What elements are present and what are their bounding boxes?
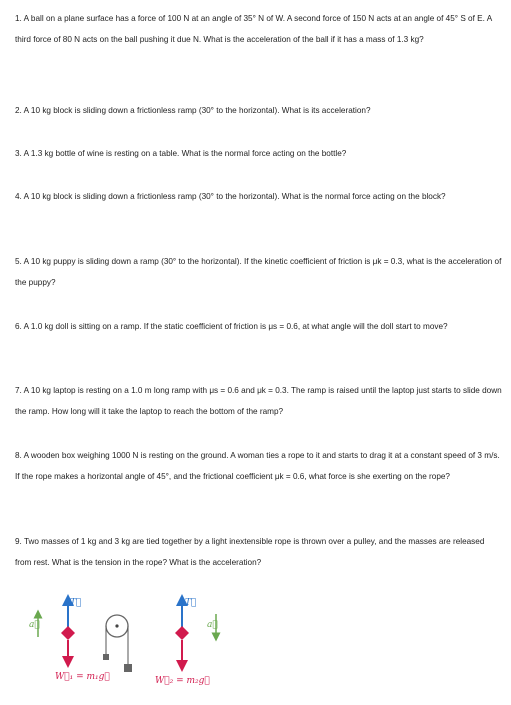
question-2: 2. A 10 kg block is sliding down a frictionless ramp (30° to the horizontal). What is its acceleration? xyxy=(15,106,371,115)
question-3: 3. A 1.3 kg bottle of wine is resting on a table. What is the normal force acting on the bottle? xyxy=(15,149,347,158)
pulley-diagram-svg xyxy=(0,592,511,700)
question-5: 5. A 10 kg puppy is sliding down a ramp (30° to the horizontal). If the kinetic coefficient of friction is μk = 0.3, what is the acceleration of the puppy? xyxy=(15,257,502,287)
question-6: 6. A 1.0 kg doll is sitting on a ramp. If the static coefficient of friction is μs = 0.6, at what angle will the doll start to move? xyxy=(15,322,448,331)
question-8: 8. A wooden box weighing 1000 N is resting on the ground. A woman ties a rope to it and starts to drag it at a constant speed of 3 m/s. If the rope makes a horizontal angle of 45°, and the frictional coefficient μk = 0.6, what force is she exerting on the rope? xyxy=(15,451,500,481)
pulley-mass-right xyxy=(124,664,132,672)
right-accel-label: a⃗ xyxy=(207,620,218,630)
left-tension-label: T⃗ xyxy=(70,598,82,608)
pulley-diagram xyxy=(0,592,511,700)
question-7: 7. A 10 kg laptop is resting on a 1.0 m long ramp with μs = 0.6 and μk = 0.3. The ramp is raised until the laptop just starts to slide down the ramp. How long will it take the laptop to reach the bottom of the ramp? xyxy=(15,386,502,416)
w1-label: W⃗₁ = m₁g⃗ xyxy=(55,672,110,682)
left-mass-diamond xyxy=(61,626,75,640)
question-4: 4. A 10 kg block is sliding down a frictionless ramp (30° to the horizontal). What is the normal force acting on the block? xyxy=(15,192,446,201)
right-tension-label: T⃗ xyxy=(185,598,197,608)
w2-label: W⃗₂ = m₂g⃗ xyxy=(155,676,210,686)
question-1: 1. A ball on a plane surface has a force of 100 N at an angle of 35° N of W. A second force of 150 N acts at an angle of 45° S of E. A third force of 80 N acts on the ball pushing it due N. What is the acceleration of the ball if it has a mass of 1.3 kg? xyxy=(15,14,492,44)
right-mass-diamond xyxy=(175,626,189,640)
question-9: 9. Two masses of 1 kg and 3 kg are tied together by a light inextensible rope is thrown over a pulley, and the masses are released from rest. What is the tension in the rope? What is the acceleration? xyxy=(15,537,485,567)
pulley-mass-left xyxy=(103,654,109,660)
pulley-axle xyxy=(115,624,118,627)
left-accel-label: a⃗ xyxy=(29,620,40,630)
